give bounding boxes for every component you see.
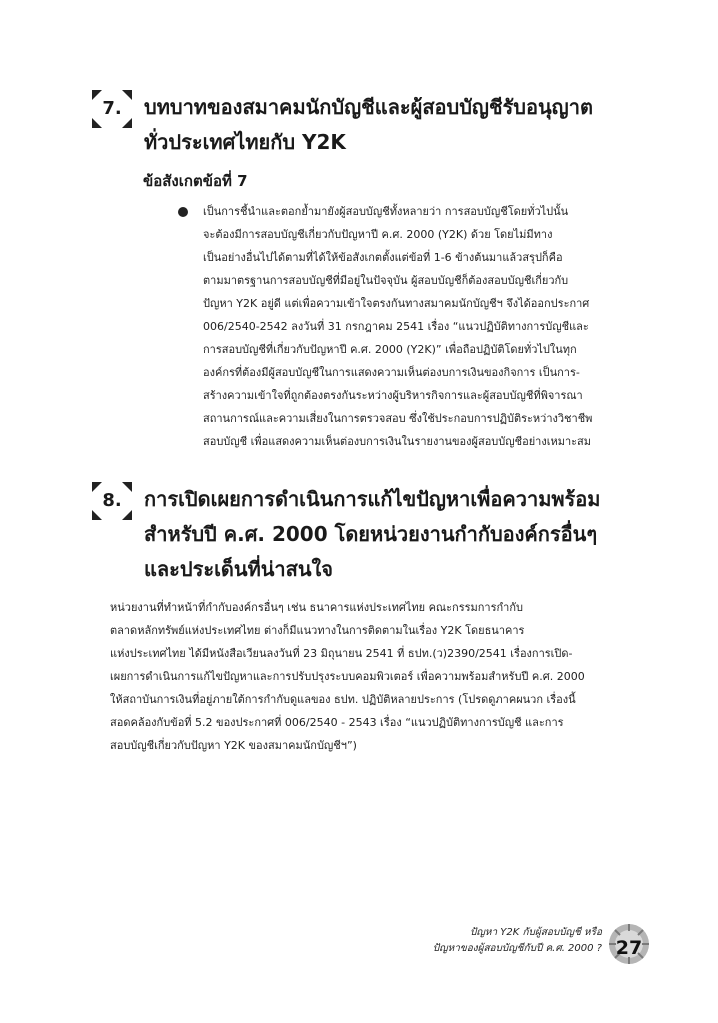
- section-7-number: 7.: [102, 98, 122, 119]
- section-7-heading-line: บทบาทของสมาคมนักบัญชีและผู้สอบบัญชีรับอนุญาต: [144, 95, 593, 119]
- section-8-heading-line: และประเด็นที่น่าสนใจ: [144, 557, 334, 581]
- bullet-text-line: จะต้องมีการสอบบัญชีเกี่ยวกับปัญหาปี ค.ศ. 2000 (Y2K) ด้วย โดยไม่มีทาง: [203, 228, 553, 241]
- page-number: 27: [615, 937, 643, 959]
- section-8-heading-line: การเปิดเผยการดำเนินการแก้ไขปัญหาเพื่อความพร้อม: [144, 487, 601, 511]
- footer-title-line: ปัญหาของผู้สอบบัญชีกับปี ค.ศ. 2000 ?: [432, 943, 602, 954]
- paragraph-text-line: เผยการดำเนินการแก้ไขปัญหาและการปรับปรุงระบบคอมพิวเตอร์ เพื่อความพร้อมสำหรับปี ค.ศ. 2000: [110, 670, 585, 683]
- bullet-text-line: เป็นอย่างอื่นไปได้ตามที่ได้ให้ข้อสังเกตตั้งแต่ข้อที่ 1-6 ข้างต้นมาแล้วสรุปก็คือ: [203, 251, 563, 264]
- bullet-text-line: สร้างความเข้าใจที่ถูกต้องตรงกันระหว่างผู้บริหารกิจการและผู้สอบบัญชีที่พิจารณา: [203, 389, 583, 402]
- paragraph-text-line: สอดคล้องกับข้อที่ 5.2 ของประกาศที่ 006/2540 - 2543 เรื่อง “แนวปฏิบัติทางการบัญชี และการ: [110, 716, 564, 729]
- bullet-text-line: เป็นการชี้นำและตอกย้ำมายังผู้สอบบัญชีทั้งหลายว่า การสอบบัญชีโดยทั่วไปนั้น: [203, 205, 569, 218]
- paragraph-text-line: หน่วยงานที่ทำหน้าที่กำกับองค์กรอื่นๆ เช่น ธนาคารแห่งประเทศไทย คณะกรรมการกำกับ: [110, 601, 523, 614]
- bullet-text-line: ปัญหา Y2K อยู่ดี แต่เพื่อความเข้าใจตรงกันทางสมาคมนักบัญชีฯ จึงได้ออกประกาศ: [203, 297, 590, 310]
- footer-title-line: ปัญหา Y2K กับผู้สอบบัญชี หรือ: [470, 927, 602, 938]
- paragraph-text-line: สอบบัญชีเกี่ยวกับปัญหา Y2K ของสมาคมนักบัญชีฯ”): [110, 739, 357, 752]
- bullet-text-line: สถานการณ์และความเสี่ยงในการตรวจสอบ ซึ่งใช้ประกอบการปฏิบัติระหว่างวิชาชีพ: [203, 412, 593, 425]
- bullet-text-line: 006/2540-2542 ลงวันที่ 31 กรกฎาคม 2541 เรื่อง “แนวปฏิบัติทางการบัญชีและ: [203, 320, 589, 333]
- observation-subheading: ข้อสังเกตข้อที่ 7: [143, 172, 248, 190]
- paragraph-text-line: แห่งประเทศไทย ได้มีหนังสือเวียนลงวันที่ 23 มิถุนายน 2541 ที่ ธปท.(ว)2390/2541 เรื่องการเปิด-: [110, 647, 573, 660]
- bullet-text-line: การสอบบัญชีที่เกี่ยวกับปัญหาปี ค.ศ. 2000 (Y2K)” เพื่อถือปฏิบัติโดยทั่วไปในทุก: [203, 343, 577, 356]
- section-7-heading-line: ทั่วประเทศไทยกับ Y2K: [144, 130, 346, 154]
- paragraph-text-line: ให้สถาบันการเงินที่อยู่ภายใต้การกำกับดูแลของ ธปท. ปฏิบัติหลายประการ (โปรดดูภาคผนวก เรื่องนี้: [110, 693, 576, 706]
- bullet-text-line: สอบบัญชี เพื่อแสดงความเห็นต่องบการเงินในรายงานของผู้สอบบัญชีอย่างเหมาะสม: [203, 435, 592, 448]
- section-7-number-box: [92, 90, 132, 128]
- bullet-text-line: องค์กรที่ต้องมีผู้สอบบัญชีในการแสดงความเห็นต่องบการเงินของกิจการ เป็นการ-: [203, 366, 580, 379]
- section-8-number-box: [92, 482, 132, 520]
- bullet-text-line: ตามมาตรฐานการสอบบัญชีที่มีอยู่ในปัจจุบัน ผู้สอบบัญชีก็ต้องสอบบัญชีเกี่ยวกับ: [203, 274, 569, 287]
- paragraph-text-line: ตลาดหลักทรัพย์แห่งประเทศไทย ต่างก็มีแนวทางในการติดตามในเรื่อง Y2K โดยธนาคาร: [110, 624, 525, 637]
- bullet-icon: [178, 207, 188, 217]
- section-8-number: 8.: [102, 490, 122, 511]
- section-8-heading-line: สำหรับปี ค.ศ. 2000 โดยหน่วยงานกำกับองค์กรอื่นๆ: [144, 522, 598, 546]
